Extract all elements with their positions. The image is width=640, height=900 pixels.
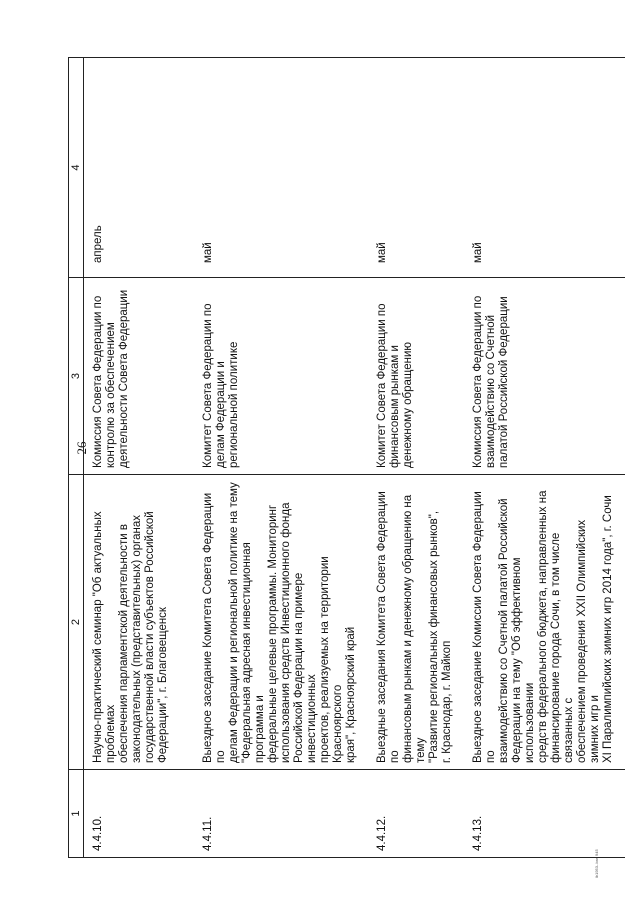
- row-number: 4.4.11.: [194, 770, 368, 858]
- column-header-4: 4: [69, 58, 84, 278]
- event-description: [464, 475, 625, 770]
- event-description: [368, 475, 464, 770]
- event-text: Выездные заседания Комитета Совета Федерации по финансовым рынкам и денежному обращению на тему "Развитие региональных финансовых рынков", г. Краснодар, г. Майкоп: [375, 491, 453, 763]
- table-row: [84, 58, 194, 858]
- responsible-text: Комитет Совета Федерации по делам Федерации и региональной политике: [201, 303, 240, 468]
- responsible-text: Комитет Совета Федерации по финансовым рынкам и денежному обращению: [375, 303, 414, 468]
- row-number: 4.4.13.: [464, 770, 625, 858]
- table-row: [194, 58, 368, 858]
- row-number: 4.4.12.: [368, 770, 464, 858]
- page-number: 26: [74, 441, 89, 455]
- responsible-text: Комиссия Совета Федерации по взаимодействию со Счетной палатой Российской Федерации: [471, 295, 510, 468]
- rotated-page-content: [68, 58, 614, 858]
- event-month: май: [368, 58, 464, 278]
- column-header-2: 2: [69, 475, 84, 770]
- event-text: Выездное заседание Комитета Совета Федерации по делам Федерации и региональной политике на тему "Федеральная адресная инвестиционная программа и федеральные целевые программы. Мониторинг использования средств Инвестиционного фонда Российской Федерации на примере инвестиционных проектов, реализуемых на территории Красноярского края", Красноярский край: [201, 482, 357, 763]
- event-text: Выездное заседание Комиссии Совета Федерации по взаимодействию со Счетной палатой Российской Федерации на тему "Об эффективном использовании средств федерального бюджета, направленных на финансирование города Сочи, в том числе связанных с обеспечением проведения XXII Олимпийских зимних игр и XI Паралимпийских зимних игр 2014 года", г. Сочи: [471, 490, 614, 763]
- event-text: Научно-практический семинар "Об актуальных проблемах обеспечения парламентской деятельности в законодательных (представительных) органах государственной власти субъектов Российской Федерации", г. Благовещенск: [92, 511, 169, 763]
- responsible-body: [368, 278, 464, 475]
- column-header-3: 3: [69, 278, 84, 475]
- table-header: [69, 58, 84, 858]
- event-description: [194, 475, 368, 770]
- responsible-text: Комиссия Совета Федерации по контролю за обеспечением деятельности Совета Федерации: [92, 289, 130, 468]
- responsible-body: [84, 278, 194, 475]
- header-row: [69, 58, 84, 858]
- print-code: lb1953-.bas 945: [594, 849, 599, 878]
- responsible-body: [194, 278, 368, 475]
- event-month: апрель: [84, 58, 194, 278]
- table-row: [464, 58, 625, 858]
- column-header-1: 1: [69, 770, 84, 858]
- table-body: [84, 58, 625, 858]
- responsible-body: [464, 278, 625, 475]
- events-table: [68, 57, 625, 858]
- table-row: [368, 58, 464, 858]
- event-month: май: [464, 58, 625, 278]
- event-description: [84, 475, 194, 770]
- row-number: 4.4.10.: [84, 770, 194, 858]
- event-month: май: [194, 58, 368, 278]
